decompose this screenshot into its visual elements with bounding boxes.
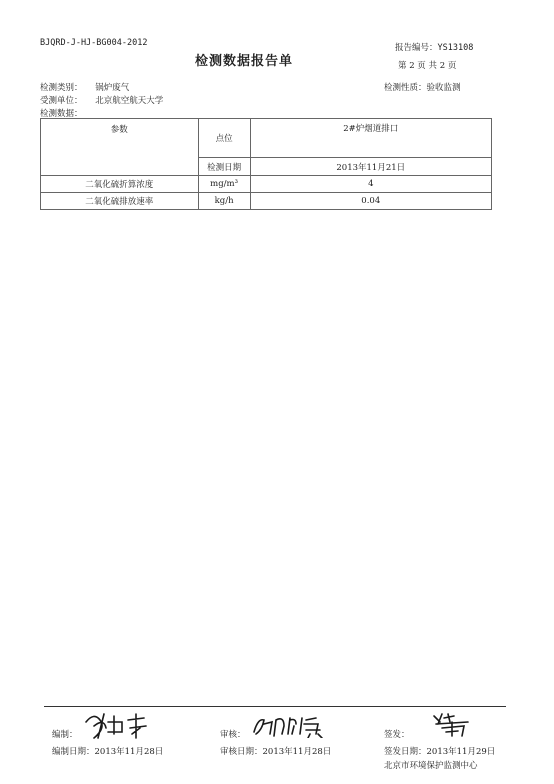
reviewer-signature xyxy=(250,712,332,738)
review-date-label: 审核日期： xyxy=(220,747,263,757)
point-header: 点位 xyxy=(198,119,250,158)
page-title: 检测数据报告单 xyxy=(195,54,294,69)
nature-value: 验收监测 xyxy=(426,83,461,93)
review-date xyxy=(220,745,331,757)
compile-date-value: 2013年11月28日 xyxy=(94,747,164,757)
organization-name: 北京市环境保护监测中心 xyxy=(384,761,478,771)
row-value: 0.04 xyxy=(250,193,491,210)
date-value: 2013年11月21日 xyxy=(250,158,491,176)
category-line xyxy=(40,81,129,93)
row-unit: kg/h xyxy=(198,193,250,210)
row-value: 4 xyxy=(250,176,491,193)
table-row xyxy=(41,176,492,193)
compiler-label: 编制： xyxy=(52,730,78,740)
data-label: 检测数据： xyxy=(40,109,83,119)
compile-date-label: 编制日期： xyxy=(52,747,95,757)
date-header: 检测日期 xyxy=(198,158,250,176)
unit-line xyxy=(40,94,163,106)
issue-date-label: 签发日期： xyxy=(384,747,427,757)
point-value: 2#炉烟道排口 xyxy=(250,119,491,158)
issue-date-value: 2013年11月29日 xyxy=(426,747,496,757)
row-name: 二氧化硫折算浓度 xyxy=(41,176,199,193)
report-number-value: YS13108 xyxy=(437,43,474,53)
nature-line xyxy=(384,81,461,93)
issuer-label: 签发： xyxy=(384,730,410,740)
issue-date xyxy=(384,745,495,757)
compile-date xyxy=(52,745,163,757)
issuer-signature xyxy=(428,710,478,738)
table-row xyxy=(41,119,492,158)
reviewer-label: 审核： xyxy=(220,730,246,740)
document-code: BJQRD-J-HJ-BG004-2012 xyxy=(40,38,148,48)
page-info: 第 2 页 共 2 页 xyxy=(398,61,457,71)
footer-divider xyxy=(44,706,506,707)
category-value: 锅炉废气 xyxy=(95,83,130,93)
category-label: 检测类别： xyxy=(40,83,83,93)
report-number-label: 报告编号： xyxy=(395,43,438,53)
compiler-signature xyxy=(80,708,160,742)
unit-value: 北京航空航天大学 xyxy=(95,96,164,106)
row-name: 二氧化硫排放速率 xyxy=(41,193,199,210)
table-row xyxy=(41,193,492,210)
row-unit: mg/m³ xyxy=(198,176,250,193)
data-table xyxy=(40,118,492,210)
param-header: 参数 xyxy=(41,119,199,176)
review-date-value: 2013年11月28日 xyxy=(262,747,332,757)
unit-label: 受测单位： xyxy=(40,96,83,106)
report-number xyxy=(395,41,473,53)
nature-label: 检测性质： xyxy=(384,83,427,93)
